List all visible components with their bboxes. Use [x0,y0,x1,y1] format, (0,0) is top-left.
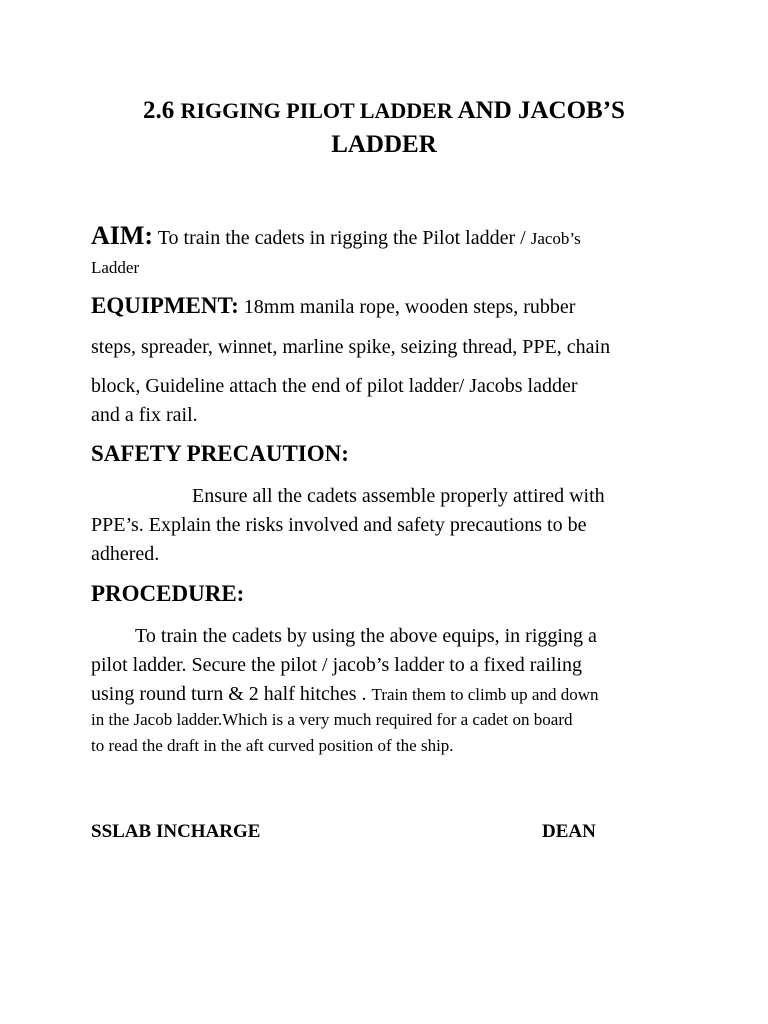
procedure-text-1: To train the cadets by using the above equips, in rigging a [135,625,597,647]
page-title-line2: LADDER [331,131,437,158]
procedure-text-3-small: Train them to climb up and down [371,685,599,704]
equipment-text-3: block, Guideline attach the end of pilot ladder/ Jacobs ladder [91,375,578,397]
safety-heading: SAFETY PRECAUTION: [91,441,349,466]
title-part-small: RIGGING PILOT LADDER [180,98,453,123]
procedure-text-3-main: using round turn & 2 half hitches . [91,683,367,705]
equipment-text-2: steps, spreader, winnet, marline spike, seizing thread, PPE, chain [91,336,611,358]
title-number: 2.6 [143,97,175,124]
equipment-line [91,294,575,319]
safety-text-2: PPE’s. Explain the risks involved and safety precautions to be [91,514,587,536]
aim-text: To train the cadets in rigging the Pilot ladder / [157,227,526,249]
procedure-heading: PROCEDURE: [91,581,245,606]
procedure-text-3 [91,682,599,707]
page-title [90,96,678,126]
procedure-text-4: in the Jacob ladder.Which is a very much required for a cadet on board [91,710,573,729]
safety-text-3: adhered. [91,543,160,565]
aim-line [91,221,581,251]
procedure-text-2: pilot ladder. Secure the pilot / jacob’s ladder to a fixed railing [91,654,582,676]
equipment-text-4: and a fix rail. [91,404,198,426]
signature-lab-incharge: SSLAB INCHARGE [91,821,261,842]
aim-line2: Ladder [91,258,140,277]
procedure-text-5: to read the draft in the aft curved position of the ship. [91,736,454,755]
safety-text-1: Ensure all the cadets assemble properly attired with [192,485,605,507]
equipment-text-1: 18mm manila rope, wooden steps, rubber [243,296,576,318]
aim-text-small: Jacob’s [530,229,581,248]
title-part-large: AND JACOB’S [457,97,625,124]
aim-label: AIM: [91,221,154,250]
signature-dean: DEAN [542,821,596,842]
equipment-label: EQUIPMENT: [91,293,239,318]
